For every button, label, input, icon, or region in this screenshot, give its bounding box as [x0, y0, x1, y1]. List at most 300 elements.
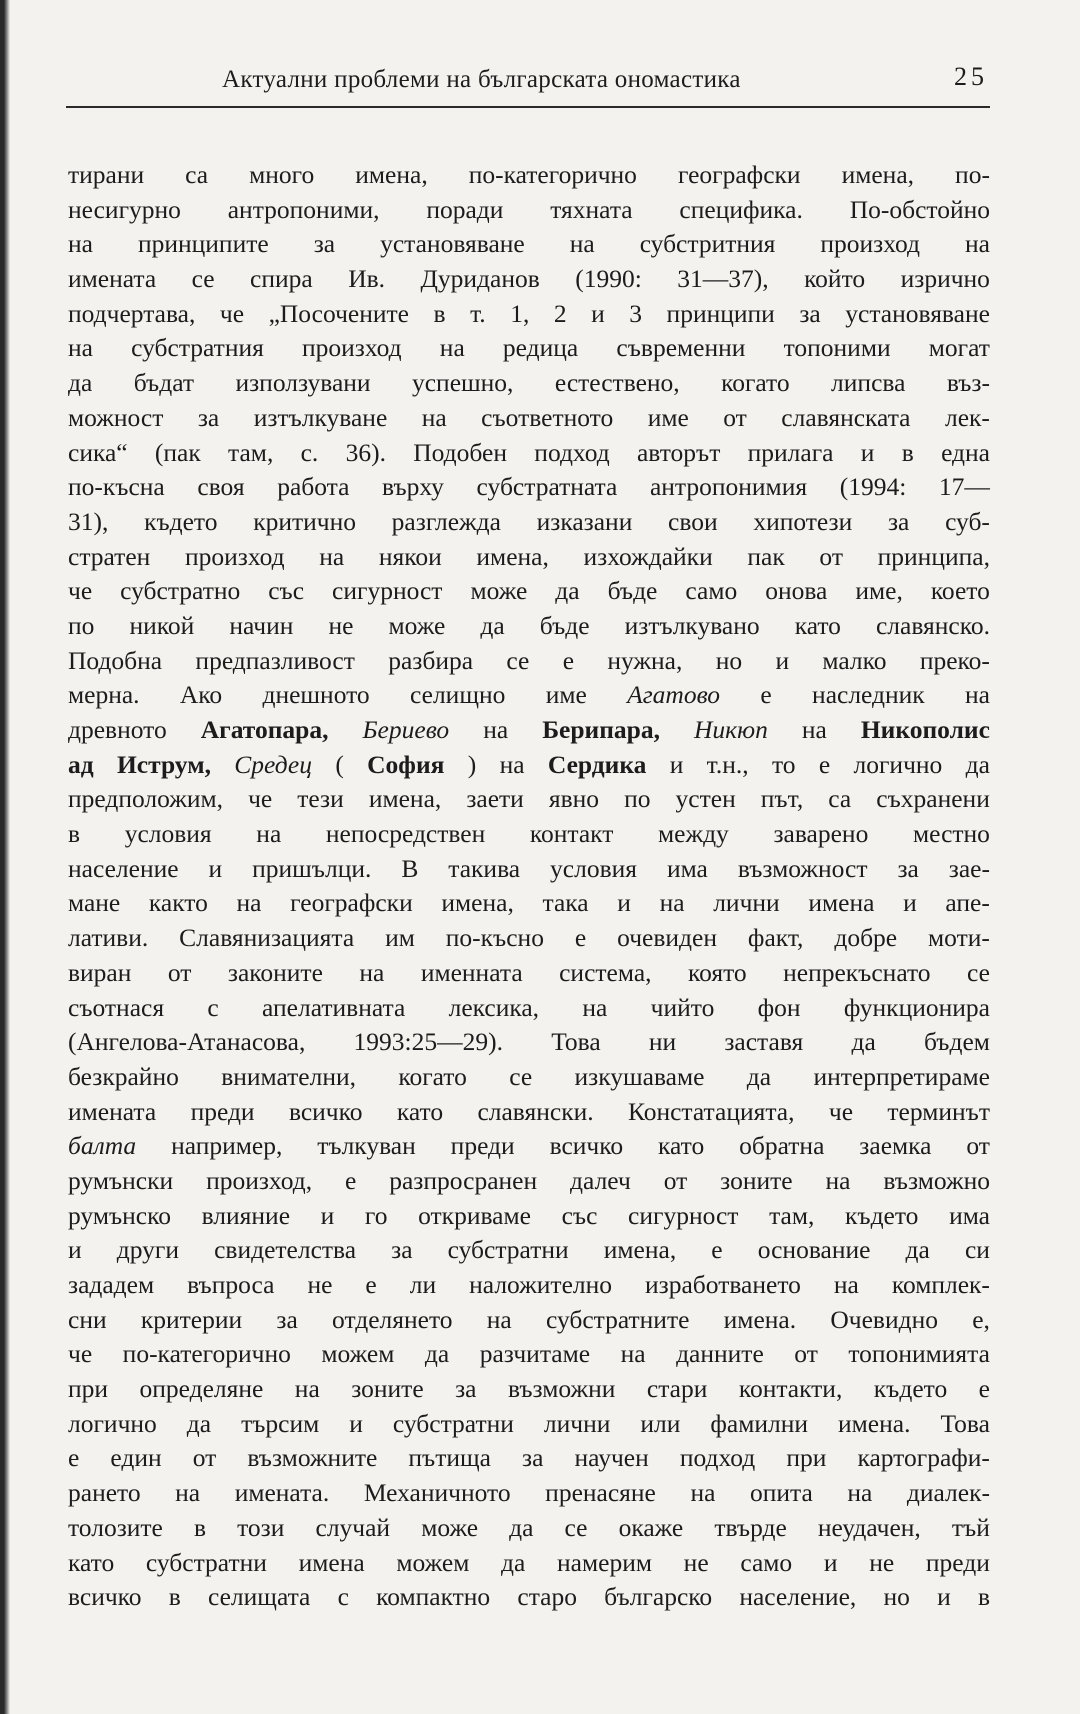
word: че: [68, 576, 93, 606]
word: субстратната: [476, 472, 618, 502]
word: по-категорично: [468, 160, 637, 189]
word: географски: [677, 160, 801, 189]
word: субстратни: [447, 1235, 569, 1265]
word: заети: [466, 784, 524, 814]
word: въпроса: [187, 1270, 275, 1299]
word: където: [144, 506, 218, 536]
word: и: [591, 298, 605, 328]
word: логично: [68, 1408, 157, 1438]
text-line: [68, 748, 990, 783]
word: терминът: [887, 1096, 990, 1126]
word: е: [711, 1235, 723, 1265]
word: разбира: [388, 645, 474, 675]
word: може: [388, 610, 446, 640]
word: такива: [448, 853, 521, 883]
word: име,: [855, 576, 903, 606]
word: на: [319, 541, 345, 571]
italic-word: балта: [68, 1131, 137, 1161]
word: използувани: [235, 368, 371, 398]
text-line: [68, 1546, 990, 1581]
text-line: [68, 1441, 990, 1476]
word: субстратно: [120, 576, 241, 606]
word: определяне: [139, 1374, 264, 1404]
text-line: [68, 1476, 990, 1511]
word: че: [68, 1339, 93, 1369]
word: зададем: [68, 1270, 155, 1299]
word: съотнася: [68, 992, 165, 1022]
word: стари: [646, 1374, 708, 1404]
word: да: [851, 1027, 876, 1057]
word: зоните: [351, 1374, 424, 1404]
word: и: [669, 749, 684, 779]
word: да: [424, 1339, 450, 1369]
text-line: [68, 886, 990, 921]
word: редица: [502, 333, 579, 363]
word: се: [564, 1512, 588, 1542]
word: от: [819, 541, 843, 571]
word: на: [659, 888, 685, 918]
word: славянско.: [875, 610, 990, 640]
word: „Посочените: [268, 298, 409, 328]
word: в: [977, 1582, 990, 1612]
word: мане: [68, 888, 121, 918]
word: липсва: [831, 368, 906, 398]
word: онова: [765, 576, 828, 606]
word: бъде: [539, 610, 590, 640]
body-text: [68, 158, 990, 1615]
word: тирани: [68, 160, 145, 189]
word: принципи: [666, 298, 775, 328]
word: бъде: [607, 576, 658, 606]
word: си: [964, 1235, 990, 1265]
word: имена,: [355, 160, 428, 189]
word: именната: [420, 957, 523, 987]
word: апе-: [945, 888, 990, 918]
word: данните: [676, 1339, 764, 1369]
word: разглежда: [391, 506, 501, 536]
word: са: [185, 160, 209, 189]
word: не: [683, 1547, 709, 1577]
text-line: [68, 678, 990, 713]
word: субстратните: [545, 1304, 690, 1334]
word: на: [256, 819, 282, 849]
word: други: [116, 1235, 179, 1265]
word: принципите: [137, 229, 269, 259]
word: се: [967, 957, 990, 987]
word: начин: [229, 610, 294, 640]
word: население: [68, 853, 179, 883]
text-line: [68, 331, 990, 366]
word: имената: [68, 1096, 157, 1126]
word: можност: [68, 402, 164, 432]
word: хипотези: [753, 506, 853, 536]
word: картографи-: [857, 1443, 990, 1473]
word: тъй: [951, 1512, 990, 1542]
word: тези: [297, 784, 344, 814]
word: да: [186, 1408, 212, 1438]
word: преди: [450, 1131, 515, 1161]
text-line: [68, 1199, 990, 1234]
word: изтълкувано: [624, 610, 760, 640]
word: на: [499, 749, 525, 779]
word: в: [168, 1582, 181, 1612]
word: изтълкуване: [253, 402, 388, 432]
word: Това: [940, 1408, 990, 1438]
word: сигурност: [628, 1200, 739, 1230]
word: топонимията: [848, 1339, 990, 1369]
word: население,: [739, 1582, 857, 1612]
word: диалек-: [906, 1478, 990, 1508]
word: чийто: [650, 992, 715, 1022]
word: откриваме: [418, 1200, 531, 1230]
word: не: [869, 1547, 895, 1577]
word: когато: [398, 1061, 467, 1091]
bold-word: ад: [68, 749, 94, 779]
text-line: [68, 1060, 990, 1095]
word: подчертава,: [68, 298, 196, 328]
word: със: [268, 576, 305, 606]
word: произход: [184, 541, 285, 571]
word: Подобна: [68, 645, 163, 675]
word: основание: [757, 1235, 871, 1265]
word: система,: [559, 957, 652, 987]
text-line: [68, 644, 990, 679]
word: както: [148, 888, 208, 918]
word: на: [965, 229, 990, 259]
word: разпросранен: [389, 1165, 538, 1195]
word: е: [574, 923, 587, 953]
word: селищно: [410, 680, 506, 710]
word: в: [433, 298, 446, 328]
word: интерпретираме: [813, 1061, 990, 1091]
word: (Ангелова-Атанасова,: [68, 1027, 306, 1057]
word: ли: [409, 1270, 437, 1299]
word: (1994:: [839, 472, 907, 502]
word: тяхната: [550, 194, 633, 224]
word: спира: [250, 264, 313, 294]
text-line: [68, 1164, 990, 1199]
word: от: [723, 402, 747, 432]
word: Това: [551, 1027, 601, 1057]
word: на: [825, 1165, 851, 1195]
word: безкрайно: [68, 1061, 179, 1091]
word: възможно: [883, 1165, 990, 1195]
word: но: [715, 645, 743, 675]
word: възможност: [737, 853, 868, 883]
word: пътища: [408, 1443, 491, 1473]
word: име: [647, 402, 689, 432]
word: установяване: [380, 229, 525, 259]
word: възможните: [247, 1443, 378, 1473]
word: че: [248, 784, 273, 814]
page-number: 25: [954, 62, 988, 91]
word: заемка: [859, 1131, 932, 1161]
word: да: [965, 749, 990, 779]
word: наследник: [812, 680, 925, 710]
word: има: [666, 853, 708, 883]
text-line: [68, 436, 990, 471]
word: преди: [190, 1096, 255, 1126]
word: свидетелства: [214, 1235, 357, 1265]
text-line: [68, 1511, 990, 1546]
word: за: [455, 1374, 477, 1404]
text-line: [68, 1407, 990, 1442]
word: селищата: [207, 1582, 311, 1612]
word: по-категорично: [122, 1339, 291, 1369]
word: румънски: [68, 1165, 174, 1195]
text-line: [68, 470, 990, 505]
word: то: [771, 749, 796, 779]
word: лек-: [944, 402, 990, 432]
word: път,: [760, 784, 804, 814]
word: Дуриданов: [420, 264, 540, 294]
word: лативи.: [68, 923, 149, 953]
page-binding-edge: [0, 0, 10, 1714]
word: условия: [550, 853, 638, 883]
text-line: [68, 609, 990, 644]
word: със: [561, 1200, 598, 1230]
word: днешното: [262, 680, 370, 710]
word: принципа,: [877, 541, 990, 571]
word: топоними: [783, 333, 891, 363]
word: е: [978, 1374, 990, 1404]
word: имена,: [368, 784, 442, 814]
word: и: [320, 1200, 335, 1230]
word: отделянето: [332, 1304, 453, 1334]
word: заставя: [724, 1027, 804, 1057]
word: всичко: [68, 1582, 142, 1612]
word: (: [335, 749, 344, 779]
word: с: [207, 992, 219, 1022]
word: изказани: [536, 506, 633, 536]
word: между: [658, 819, 729, 849]
italic-word: Бериево: [362, 715, 450, 744]
word: (1990:: [575, 264, 642, 294]
word: съвременни: [616, 333, 746, 363]
word: въз-: [946, 368, 990, 398]
word: по: [68, 610, 95, 640]
word: една: [941, 437, 990, 467]
word: и: [903, 888, 917, 918]
word: наложително: [469, 1270, 613, 1299]
word: естествено,: [554, 368, 680, 398]
word: (пак: [154, 437, 201, 467]
bold-word: Иструм,: [116, 749, 211, 779]
word: лични: [543, 1408, 611, 1438]
word: и: [68, 1235, 82, 1265]
word: се: [191, 264, 215, 294]
word: авторът: [636, 437, 721, 467]
word: намерим: [557, 1547, 652, 1577]
word: по-късно: [445, 923, 544, 953]
word: условия: [124, 819, 212, 849]
word: с.: [300, 437, 319, 467]
word: от: [966, 1131, 990, 1161]
word: имена,: [841, 160, 915, 189]
text-line: [68, 366, 990, 401]
word: имена,: [476, 541, 549, 571]
word: функционира: [843, 992, 990, 1022]
word: критерии: [140, 1304, 243, 1334]
word: там,: [769, 1200, 815, 1230]
word: несигурно: [68, 194, 181, 224]
word: неудачен,: [817, 1512, 921, 1542]
word: имена: [298, 1547, 365, 1577]
word: го: [364, 1200, 388, 1230]
word: имената.: [234, 1478, 330, 1508]
word: съответното: [481, 402, 614, 432]
text-line: [68, 921, 990, 956]
word: че: [219, 298, 245, 328]
word: зоните: [720, 1165, 793, 1195]
text-line: [68, 1580, 990, 1615]
word: пак: [747, 541, 785, 571]
word: никой: [129, 610, 195, 640]
text-line: [68, 401, 990, 436]
word: сни: [68, 1304, 107, 1334]
word: древното: [68, 715, 167, 744]
word: на: [175, 1478, 201, 1508]
word: субстратни: [145, 1547, 267, 1577]
word: и: [937, 1582, 951, 1612]
italic-word: Агатово: [627, 680, 721, 710]
word: антропонимия: [649, 472, 808, 502]
word: от: [167, 957, 192, 987]
word: когато: [721, 368, 790, 398]
word: ): [467, 749, 477, 779]
word: т.н.,: [706, 749, 749, 779]
word: нужна,: [607, 645, 683, 675]
word: имена,: [603, 1235, 677, 1265]
running-title: Актуални проблеми на българската ономастика: [222, 66, 741, 93]
word: фамилни: [710, 1408, 809, 1438]
word: като: [658, 1131, 705, 1161]
word: не: [328, 610, 354, 640]
word: очевиден: [617, 923, 717, 953]
word: в: [68, 819, 81, 849]
word: По-обстойно: [849, 194, 990, 224]
word: непосредствен: [325, 819, 486, 849]
word: да: [501, 1547, 526, 1577]
word: на: [690, 1478, 716, 1508]
text-line: [68, 852, 990, 887]
bold-word: Берипара,: [542, 715, 660, 744]
word: апелативната: [262, 992, 406, 1022]
word: на: [483, 715, 509, 744]
text-line: [68, 574, 990, 609]
word: на: [68, 229, 93, 259]
text-line: [68, 782, 990, 817]
word: да: [509, 1512, 534, 1542]
word: окаже: [618, 1512, 684, 1542]
word: контакти,: [738, 1374, 843, 1404]
word: по-: [955, 160, 990, 189]
word: моти-: [928, 923, 990, 953]
word: ни: [648, 1027, 677, 1057]
word: е: [365, 1270, 377, 1299]
word: виран: [68, 957, 132, 987]
word: на: [833, 1270, 859, 1299]
text-line: [68, 505, 990, 540]
word: да: [905, 1235, 930, 1265]
text-line: [68, 540, 990, 575]
word: е: [562, 645, 575, 675]
word: специфика.: [679, 194, 803, 224]
word: да: [480, 610, 505, 640]
word: да: [746, 1061, 772, 1091]
word: която: [687, 957, 747, 987]
word: 1993:25—29).: [353, 1027, 503, 1057]
word: логично: [853, 749, 943, 779]
word: има: [949, 1200, 990, 1230]
word: например,: [171, 1131, 283, 1161]
page-header: [66, 62, 990, 108]
word: в: [901, 437, 914, 467]
word: успешно,: [411, 368, 514, 398]
word: където: [873, 1374, 948, 1404]
word: така: [542, 888, 589, 918]
word: антропоними,: [227, 194, 380, 224]
text-line: [68, 1095, 990, 1130]
word: е: [818, 749, 831, 779]
text-line: [68, 1303, 990, 1338]
word: обратна: [739, 1131, 825, 1161]
word: свои: [668, 506, 718, 536]
word: Констатацията,: [627, 1096, 795, 1126]
word: който: [804, 264, 866, 294]
word: предположим,: [68, 784, 224, 814]
word: съхранени: [876, 784, 990, 814]
word: този: [237, 1512, 285, 1542]
word: на: [965, 680, 990, 710]
word: устен: [675, 784, 736, 814]
text-line: [68, 193, 990, 228]
word: че: [828, 1096, 854, 1126]
word: за: [313, 229, 336, 259]
word: 2: [553, 298, 567, 328]
word: на: [582, 992, 608, 1022]
word: на: [68, 333, 93, 363]
word: имена,: [441, 888, 514, 918]
word: можем: [396, 1547, 470, 1577]
word: всичко: [549, 1131, 624, 1161]
word: като: [396, 1096, 444, 1126]
word: възможни: [507, 1374, 616, 1404]
text-line: [68, 956, 990, 991]
word: изрично: [900, 264, 990, 294]
text-line: [68, 713, 990, 748]
word: тълкуван: [317, 1131, 416, 1161]
word: пренасяне: [545, 1478, 656, 1508]
word: да: [555, 576, 580, 606]
word: малко: [822, 645, 887, 675]
word: 31—37),: [677, 264, 769, 294]
word: са: [828, 784, 852, 814]
word: само: [740, 1547, 793, 1577]
word: славянски.: [477, 1096, 594, 1126]
word: и: [349, 1408, 363, 1438]
word: да: [68, 368, 93, 398]
word: се: [509, 1061, 533, 1091]
word: случай: [315, 1512, 391, 1542]
word: субстратни: [392, 1408, 514, 1438]
word: където: [845, 1200, 919, 1230]
word: в: [193, 1512, 207, 1542]
word: 1,: [510, 298, 530, 328]
word: бъдат: [133, 368, 195, 398]
text-line: [68, 817, 990, 852]
word: лексика,: [448, 992, 540, 1022]
